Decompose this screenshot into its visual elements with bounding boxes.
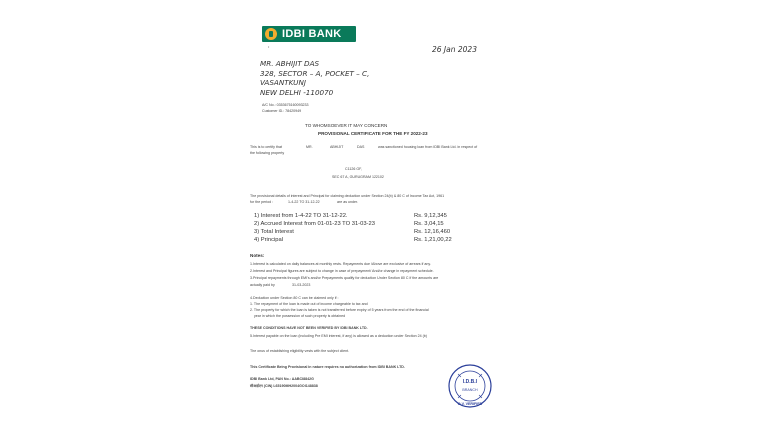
seal-text: I.D.B.I [462, 379, 478, 385]
address-line-3: VASANTKUNJ [260, 78, 306, 87]
addressee-name: MR. ABHIJIT DAS [260, 59, 320, 68]
logo-tagline-mark: • [268, 45, 270, 49]
detail-value-4: Rs. 1,21,00,22 [414, 237, 452, 243]
detail-value-1: Rs. 9,12,345 [414, 213, 447, 219]
logo-text: IDBI BANK [282, 28, 342, 40]
cin-footer: सीआईएन (CIN) L65190MH2004GOI148838 [250, 384, 318, 388]
note-5: 5.Interest payable on the loan (including Pre EMI interest, if any) is allowed as a deduction under Section 24 (b) [250, 334, 427, 338]
note-4: 4.Deduction under Section 80 C can be claimed only if : [250, 296, 339, 300]
note-3-date: 31-03-2023 [292, 283, 311, 287]
note-3-paid-by: actually paid by [250, 283, 275, 287]
idbi-bank-logo [262, 26, 356, 42]
provisional-text: The provisional details of interest and Principal for claiming deduction under Section 24(b) & 80 C of Income Tax Act, 1961 [250, 194, 445, 198]
note-4-2: 2. The property for which the loan is taken is not transferred before expiry of 5 years from the end of the financial [250, 308, 429, 312]
notes-title: Notes: [250, 253, 265, 258]
to-whom-heading: TO WHOMSOEVER IT MAY CONCERN [305, 123, 388, 128]
note-4-1: 1. The repayment of the loan is made out of income chargeable to tax and [250, 302, 368, 306]
conditions-text: THESE CONDITIONS HAVE NOT BEEN VERIFIED BY IDBI BANK LTD. [250, 326, 368, 330]
account-number: A/C No.: 0353675160093233 [262, 103, 309, 107]
note-1: 1.Interest is calculated on daily balances at monthly rests. Repayments due /Above are exclusive of arrears if any. [250, 262, 431, 266]
certify-text: This is to certify that [250, 145, 282, 149]
detail-value-3: Rs. 12,16,460 [414, 229, 451, 235]
onus-text: The onus of establishing eligibility vests with the subject client. [250, 349, 350, 353]
address-line-2: 328, SECTOR – A, POCKET – C, [260, 69, 370, 78]
sanctioned-text: was sanctioned housing loan from IDBI Bank Ltd. in respect of [378, 145, 478, 149]
pan-footer: IDBI Bank Ltd, PAN No.: AABCI8842G [250, 377, 314, 381]
seal-verified: O.V. VERIFIED [457, 402, 483, 406]
letter-date: 26 Jan 2023 [432, 45, 477, 54]
for-period-label: for the period : [250, 200, 274, 204]
note-2: 2.Interest and Principal figures are subject to change in case of prepayment/ And/or change in repayment schedule. [250, 269, 434, 273]
property-line-2: SEC 67 A, GURUGRAM 122102 [332, 175, 384, 179]
customer-id: Customer ID.: 78420949 [262, 109, 302, 113]
detail-value-2: Rs. 3,04,15 [414, 221, 444, 227]
detail-label-2: 2) Accrued Interest from 01-01-23 TO 31-03-23 [254, 221, 375, 227]
seal-branch: BRANCH [462, 388, 478, 392]
bank-seal-stamp [447, 363, 493, 409]
are-as-under: are as under. [337, 200, 358, 204]
detail-label-3: 3) Total Interest [254, 229, 294, 235]
period-value: 1-4-22 TO 31-12-22 [288, 200, 320, 204]
last-name: DAS [357, 145, 365, 149]
certificate-title: PROVISIONAL CERTIFICATE FOR THE FY 2022-23 [318, 131, 428, 136]
mr-text: MR. [306, 145, 313, 149]
detail-label-4: 4) Principal [254, 237, 283, 243]
idbi-logo-mark-icon [265, 28, 277, 40]
first-name: ABHIJIT [330, 145, 344, 149]
detail-label-1: 1) Interest from 1-4-22 TO 31-12-22. [254, 213, 348, 219]
property-line-1: C1126 GF, [345, 167, 362, 171]
certificate-note: This Certificate Being Provisional in nature requires no authorization from IDBI BANK LTD. [250, 365, 405, 369]
note-4-2b: year in which the possession of such property is obtained [254, 314, 346, 318]
address-line-4: NEW DELHI -110070 [260, 88, 334, 97]
note-3: 3.Principal repayments through EMI's and/or Prepayments qualify for deduction Under Section 80 C if the amounts are [250, 276, 439, 280]
following-text: the following property [250, 151, 285, 155]
